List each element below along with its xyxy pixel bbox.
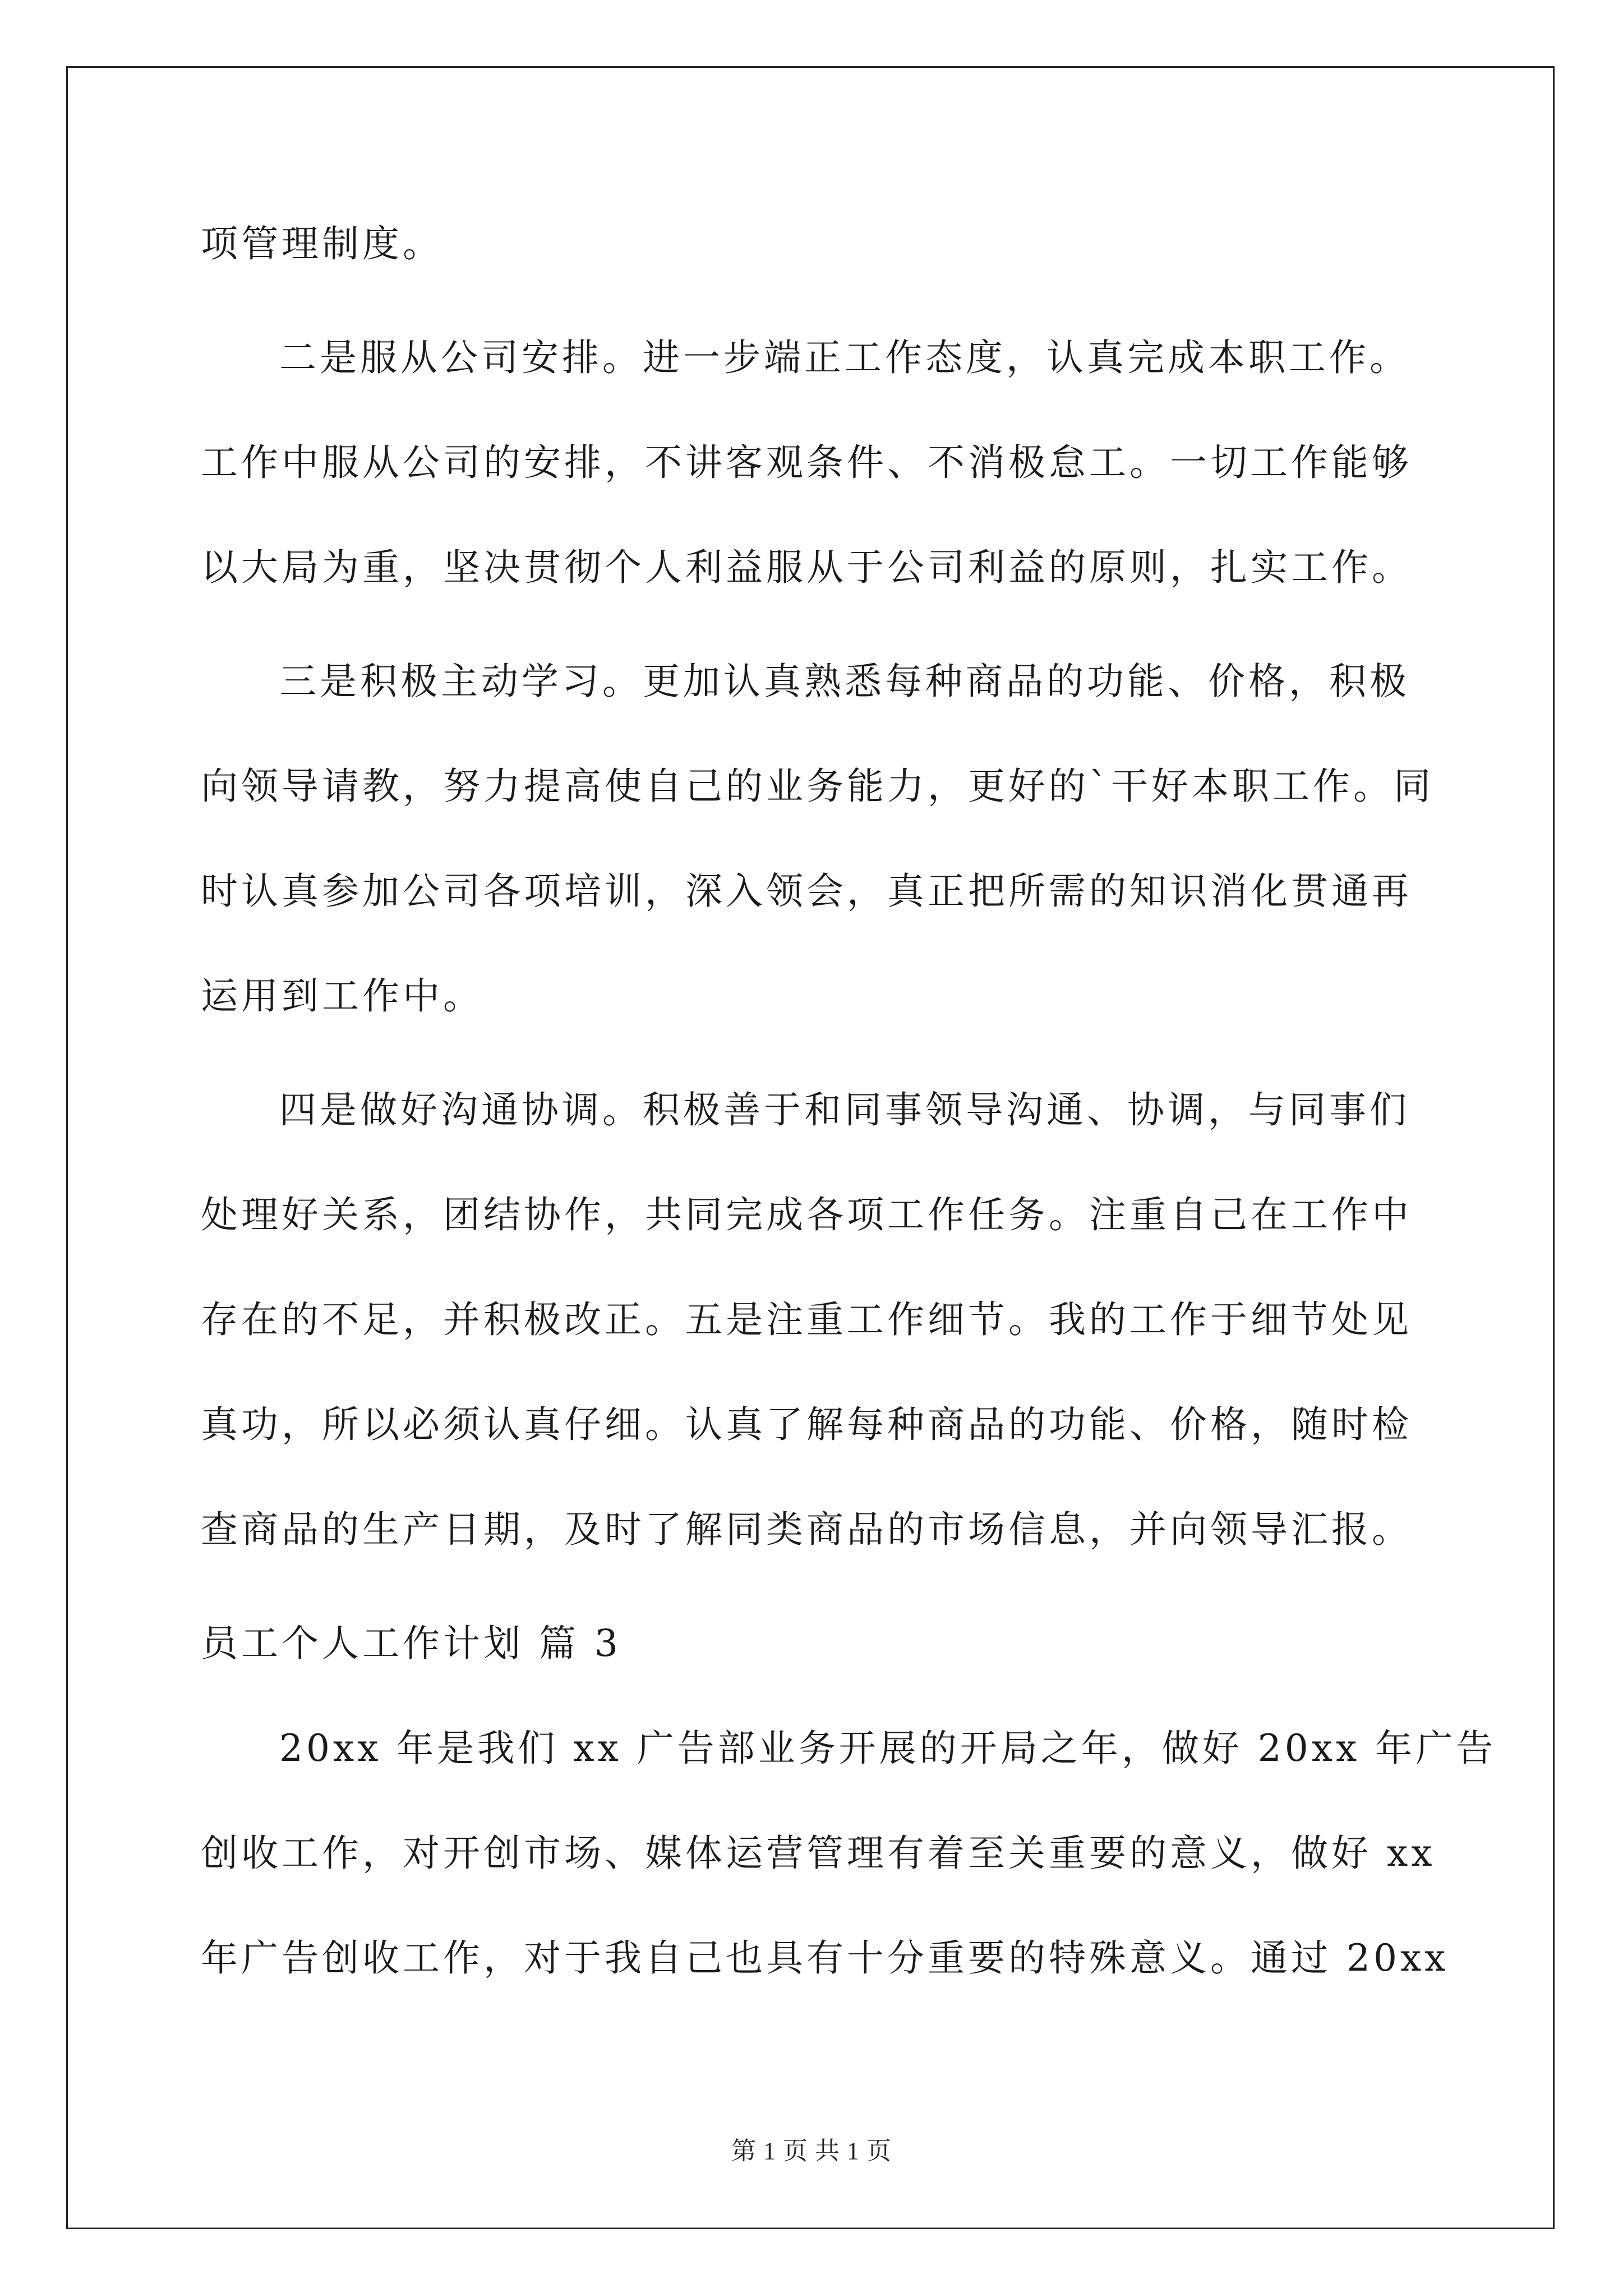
paragraph-line: 创收工作，对开创市场、媒体运营管理有着至关重要的意义，做好 xx [201, 1832, 1436, 1875]
paragraph-line: 四是做好沟通协调。积极善于和同事领导沟通、协调，与同事们 [279, 1088, 1410, 1131]
paragraph-line: 运用到工作中。 [201, 974, 483, 1018]
paragraph-line: 工作中服从公司的安排，不讲客观条件、不消极怠工。一切工作能够 [201, 441, 1412, 484]
paragraph-line: 真功，所以必须认真仔细。认真了解每种商品的功能、价格，随时检 [201, 1403, 1412, 1446]
paragraph-line: 时认真参加公司各项培训，深入领会，真正把所需的知识消化贯通再 [201, 869, 1412, 913]
paragraph-line: 三是积极主动学习。更加认真熟悉每种商品的功能、价格，积极 [279, 660, 1410, 703]
paragraph-line: 存在的不足，并积极改正。五是注重工作细节。我的工作于细节处见 [201, 1298, 1412, 1341]
paragraph-line: 项管理制度。 [201, 222, 443, 265]
paragraph-line: 以大局为重，坚决贯彻个人利益服从于公司利益的原则，扎实工作。 [201, 546, 1412, 589]
page-border [66, 66, 1555, 2229]
paragraph-line: 向领导请教，努力提高使自己的业务能力，更好的`干好本职工作。同 [201, 765, 1434, 808]
page-footer: 第 1 页 共 1 页 [731, 2137, 892, 2165]
paragraph-line: 查商品的生产日期，及时了解同类商品的市场信息，并向领导汇报。 [201, 1508, 1412, 1551]
section-heading: 员工个人工作计划 篇 3 [201, 1622, 621, 1665]
paragraph-line: 20xx 年是我们 xx 广告部业务开展的开局之年，做好 20xx 年广告 [279, 1727, 1497, 1770]
paragraph-line: 处理好关系，团结协作，共同完成各项工作任务。注重自己在工作中 [201, 1193, 1412, 1236]
paragraph-line: 年广告创收工作，对于我自己也具有十分重要的特殊意义。通过 20xx [201, 1936, 1449, 1980]
paragraph-line: 二是服从公司安排。进一步端正工作态度，认真完成本职工作。 [279, 336, 1410, 379]
